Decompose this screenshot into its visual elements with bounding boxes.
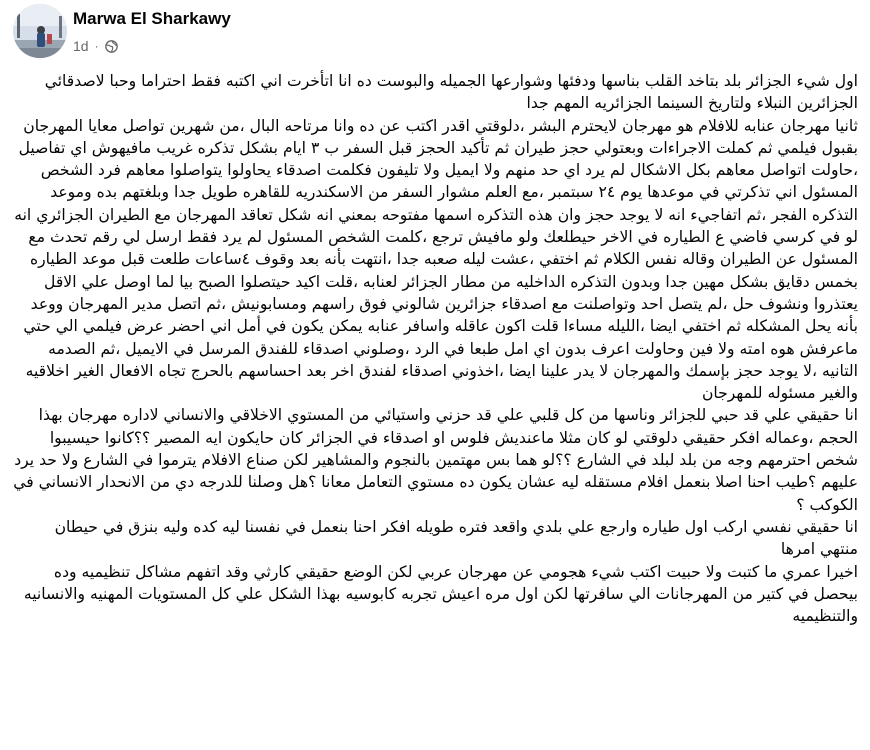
meta-separator: · <box>94 39 99 53</box>
author-name[interactable]: Marwa El Sharkawy <box>73 9 231 28</box>
post-paragraph-1: اول شيء الجزائر بلد بتاخد القلب بناسها ودفئها وشوارعها الجميله والبوست ده انا اتأخرت اني اكتبه فقط احتراما وحبا لاصدقائي الجزائرين النبلاء ولتاريخ السينما الجزائريه المهم جدا <box>44 72 858 113</box>
post-paragraph-5: اخيرا عمري ما كتبت ولا حبيت اكتب شيء هجومي عن مهرجان عربي لكن الوضع حقيقي كارثي وقد اتفهم مشاكل تنظيميه وده بيحصل في كتير من المهرجانات الي سافرتها لكن اول مره اعيش تجربه كابوسيه بهذا الشكل علي كل المستويات المهنيه والانسانيه والتنظيميه <box>23 562 858 626</box>
post-body <box>12 70 858 627</box>
globe-icon[interactable] <box>105 40 118 53</box>
avatar[interactable] <box>13 4 67 58</box>
post-paragraph-3: انا حقيقي علي قد حبي للجزائر وناسها من كل قلبي علي قد حزني واستيائي من المستوي الاخلاقي والانساني لاداره مهرجان بهذا الحجم ،وعماله افكر حقيقي دلوقتي لو كان مثلا ماعنديش فلوس او اصدقاء في الجزائر كان حايكون ايه المصير ؟؟كانوا حيسيبوا شخص احترمهم وجه من بلد لبلد في الشارع ؟؟لو هما بس مهتمين بالنجوم والمشاهير لكن صناع الافلام يترموا في الشارع ولا حد يرد عليهم ؟طيب احنا اصلا بنعمل افلام مستقله ليه عشان يكون ده مستوي التعامل معانا ؟هل وصلنا للدرجه دي من الانحدار الانساني في الكوكب ؟ <box>13 406 858 514</box>
post-header <box>13 4 853 64</box>
post-timestamp[interactable]: 1d <box>73 38 89 54</box>
post-meta <box>73 38 118 54</box>
post-paragraph-4: انا حقيقي نفسي اركب اول طياره وارجع علي بلدي واقعد فتره طويله افكر احنا بنعمل في نفسنا ليه كده وليه بنزق في حيطان منتهي امرها <box>54 517 858 559</box>
avatar-photo <box>13 4 67 58</box>
post-paragraph-2: ثانيا مهرجان عنابه للافلام هو مهرجان لايحترم البشر ،دلوقتي اقدر اكتب عن ده وانا مرتاحه البال ،من شهرين تواصل معايا المهرجان بقبول فيلمي ثم كملت الاجراءات وبعتولي حجز طيران ثم تأكيد الحجز قبل السفر ب ٣ ايام بشكل تذكره غريب مافيهوش اي تفاصيل ،حاولت اتواصل معاهم بكل الاشكال لم يرد اي حد منهم ولا ايميل ولا تليفون فكلمت اصدقاء يحاولوا يتواصلوا معاهم فرد الشخص المسئول اني تذكرتي في موعدها يوم ٢٤ سبتمبر ،مع العلم مشوار السفر من الاسكندريه للقاهره طويل جدا وبلغتهم بده وموعد التذكره الفجر ،ثم اتفاجيء انه لا يوجد حجز وان هذه التذكره اسمها مفتوحه بمعني انه شكل تعاقد المهرجان مع الطيران الجزائري انه لو في كرسي فاضي ع الطياره في الاخر حيطلعك ولو مافيش ترجع ،كلمت الشخص المسئول لم يرد فقط ارسل لي رقم تحدث مع المسئول عن الطيران وقاله نفس الكلام ثم اختفي ،عشت ليله صعبه جدا ،انتهت بأنه بعد وقوف ٤ساعات طلعت قبل موعد الطياره بخمس دقايق بشكل مهين جدا وبدون التذكره الداخليه من مطار الجزائر لعنابه ،قلت اكيد حيتصلوا الصبح بيا لما اوصل علي الاقل يعتذروا ونشوف حل ،لم يتصل احد وتواصلنت مع اصدقاء جزائرين شالوني فوق راسهم ومسابونيش ،ثم اتصل مدير المهرجان ووعد بأنه يحل المشكله ثم اختفي ايضا ،الليله مساءا قلت اكون عاقله واسافر عنابه يمكن يكون في أمل اني احضر عرض فيلمي الي حتي ماعرفش هوه امته ولا فين وحاولت اعرف بدون اي امل طبعا في الرد ،وصلوني اصدقاء للفندق المرسل في الايميل ،ثم الصدمه التانيه ،لا يوجد حجز بإسمك والمهرجان لا يدر علينا ايضا ،اخذوني اصدقاء لفندق اخر بعد احساسهم بالحرج تجاه الافعال الغير اخلاقيه والغير مسئوله للمهرجان <box>14 116 858 403</box>
